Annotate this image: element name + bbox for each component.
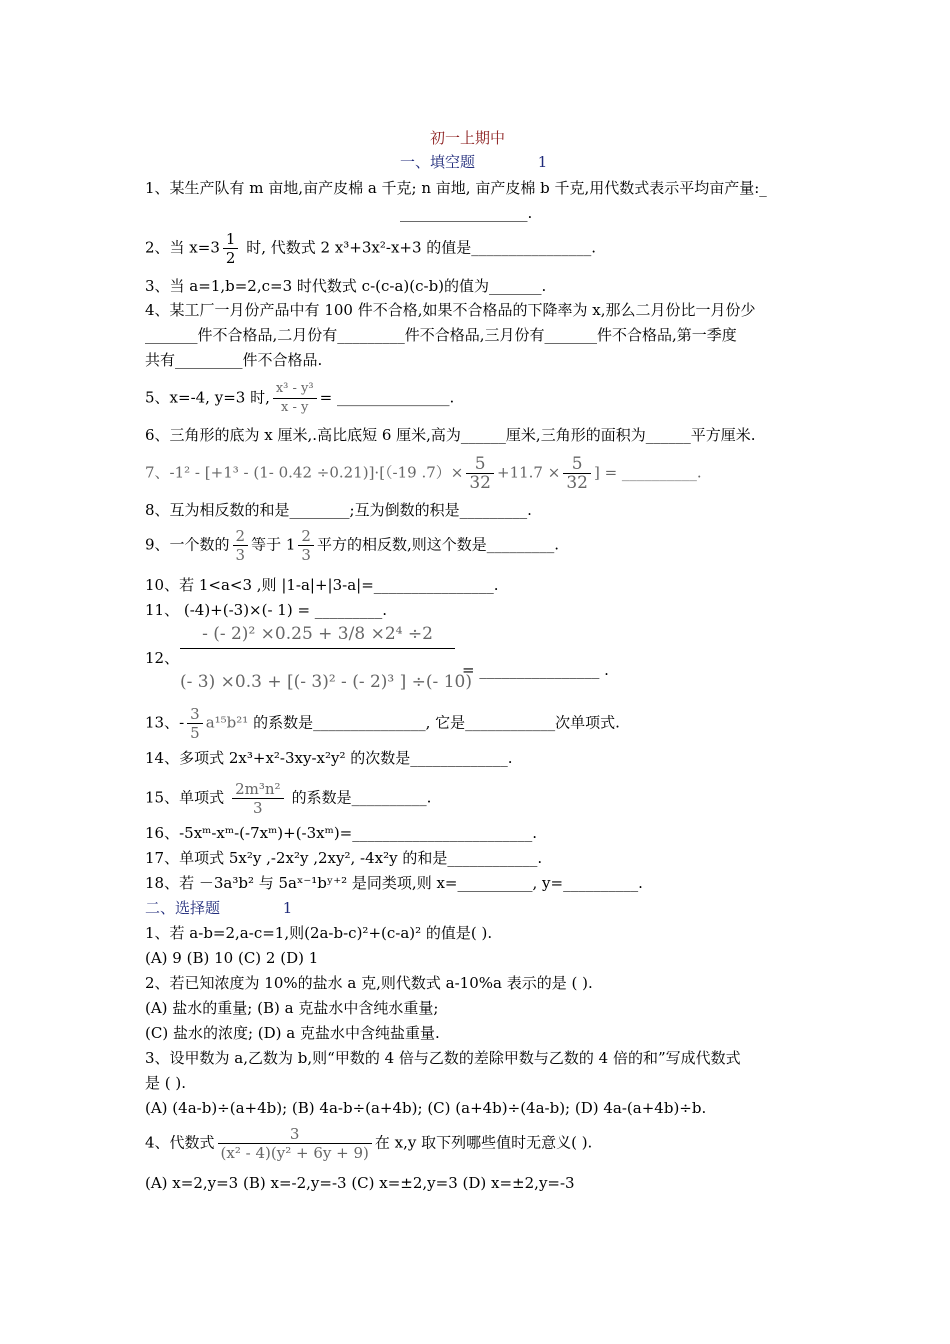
question-3: 3、当 a=1,b=2,c=3 时代数式 c-(c-a)(c-b)的值为_______.: [145, 277, 547, 295]
choice-question-4-options: (A) x=2,y=3 (B) x=-2,y=-3 (C) x=±2,y=3 (D) x=±2,y=-3: [145, 1174, 575, 1192]
fraction-numerator: 2m³n²: [232, 780, 283, 799]
question-4-line-1: 4、某工厂一月份产品中有 100 件不合格,如果不合格品的下降率为 x,那么二月份比一月份少: [145, 301, 756, 319]
question-5-fraction: [273, 380, 317, 417]
question-13-suffix: 的系数是_______________, 它是____________次单项式.: [248, 713, 620, 732]
question-1-line-1: 1、某生产队有 m 亩地,亩产皮棉 a 千克; n 亩地, 亩产皮棉 b 千克,用代数式表示平均亩产量:_: [145, 179, 767, 197]
fraction-numerator: x³ - y³: [273, 380, 317, 399]
fraction-numerator: 5: [466, 455, 494, 474]
question-12-label: 12、: [145, 649, 180, 667]
question-2-suffix: 时, 代数式 2 x³+3x²-x+3 的值是________________.: [241, 238, 597, 257]
choice-question-2-options-2: (C) 盐水的浓度; (D) a 克盐水中含纯盐重量.: [145, 1024, 440, 1042]
question-8: 8、互为相反数的和是________;互为倒数的积是_________.: [145, 501, 532, 519]
question-2: [145, 230, 596, 267]
question-4-line-3: 共有_________件不合格品.: [145, 351, 323, 369]
fraction-numerator: 2: [298, 527, 314, 546]
question-15-fraction: [232, 780, 283, 817]
fraction-numerator: 1: [223, 230, 239, 249]
page-title: 初一上期中: [430, 129, 506, 147]
question-7-suffix: ] = __________.: [593, 463, 702, 482]
section-multiple-choice-number: 1: [282, 899, 293, 917]
question-9-fraction-2: [298, 527, 314, 564]
choice-question-4-suffix: 在 x,y 取下列哪些值时无意义( ).: [374, 1133, 593, 1152]
fraction-denominator: 32: [469, 473, 491, 493]
question-1-line-2: _________________.: [400, 204, 533, 222]
fraction-denominator: 3: [301, 546, 311, 564]
fraction-denominator: 32: [566, 473, 588, 493]
choice-question-3-line-2: 是 ( ).: [145, 1074, 187, 1092]
question-9: [145, 527, 559, 564]
question-9-fraction-1: [233, 527, 249, 564]
fraction-denominator: 2: [225, 249, 236, 267]
question-12-numerator: - (- 2)² ×0.25 + 3/8 ×2⁴ ÷2: [180, 624, 455, 649]
question-18: 18、若 －3a³b² 与 5aˣ⁻¹bʸ⁺² 是同类项,则 x=__________, y=__________.: [145, 874, 643, 892]
question-10: 10、若 1<a<3 ,则 |1-a|+|3-a|=________________.: [145, 576, 499, 594]
fraction-denominator: 3: [253, 799, 263, 817]
question-15-suffix: 的系数是__________.: [291, 788, 432, 807]
choice-question-2: 2、若已知浓度为 10%的盐水 a 克,则代数式 a-10%a 表示的是 ( ).: [145, 974, 593, 992]
question-11: 11、 (-4)+(-3)×(- 1) = _________.: [145, 601, 388, 619]
question-7: [145, 455, 702, 492]
choice-question-4: [145, 1125, 592, 1162]
question-13-monomial: a¹⁵b²¹: [205, 713, 249, 732]
question-7-middle: +11.7 ×: [497, 463, 561, 482]
choice-question-1-options: (A) 9 (B) 10 (C) 2 (D) 1: [145, 949, 319, 967]
section-fill-blank: [400, 152, 547, 172]
question-9-middle: 等于 1: [251, 535, 296, 554]
question-5: [145, 380, 454, 417]
choice-question-2-options-1: (A) 盐水的重量; (B) a 克盐水中含纯水重量;: [145, 999, 439, 1017]
question-14: 14、多项式 2x³+x²-3xy-x²y² 的次数是_____________.: [145, 749, 513, 767]
question-17: 17、单项式 5x²y ,-2x²y ,2xy², -4x²y 的和是____________.: [145, 849, 543, 867]
question-7-prefix: 7、-1² - [+1³ - (1- 0.42 ÷0.21)]·[（-19 .7）×: [145, 463, 464, 482]
question-7-fraction-2: [563, 455, 591, 492]
question-4-line-2: _______件不合格品,二月份有_________件不合格品,三月份有_______件不合格品,第一季度: [145, 326, 737, 344]
section-multiple-choice: [145, 898, 292, 918]
choice-question-1: 1、若 a-b=2,a-c=1,则(2a-b-c)²+(c-a)² 的值是( ).: [145, 924, 493, 942]
fraction-denominator: x - y: [281, 400, 309, 415]
question-13-prefix: 13、-: [145, 713, 185, 732]
fraction-numerator: 3: [218, 1125, 372, 1144]
fraction-denominator: 5: [190, 724, 200, 742]
question-9-suffix: 平方的相反数,则这个数是_________.: [316, 535, 559, 554]
section-fill-blank-label: 一、填空题: [400, 153, 476, 171]
question-12-answer: = ________________ .: [462, 661, 609, 679]
question-2-prefix: 2、当 x=3: [145, 238, 220, 257]
section-fill-blank-number: 1: [537, 153, 548, 171]
choice-question-3-line-1: 3、设甲数为 a,乙数为 b,则“甲数的 4 倍与乙数的差除甲数与乙数的 4 倍的和”写成代数式: [145, 1049, 741, 1067]
question-5-prefix: 5、x=-4, y=3 时,: [145, 388, 270, 407]
choice-question-3-options: (A) (4a-b)÷(a+4b); (B) 4a-b÷(a+4b); (C) (a+4b)÷(4a-b); (D) 4a-(a+4b)÷b.: [145, 1099, 707, 1117]
question-2-fraction: [223, 230, 239, 267]
question-12-denominator: (- 3) ×0.3 + [(- 3)² - (- 2)³ ] ÷(- 10): [180, 672, 472, 692]
question-13-fraction: [187, 705, 203, 742]
choice-question-4-fraction: [218, 1125, 372, 1162]
question-15-prefix: 15、单项式: [145, 788, 225, 807]
question-7-fraction-1: [466, 455, 494, 492]
section-multiple-choice-label: 二、选择题: [145, 899, 221, 917]
question-6: 6、三角形的底为 x 厘米,.高比底短 6 厘米,高为______厘米,三角形的面积为______平方厘米.: [145, 426, 756, 444]
question-15: [145, 780, 431, 817]
fraction-numerator: 2: [233, 527, 249, 546]
question-9-prefix: 9、一个数的: [145, 535, 230, 554]
question-16: 16、-5xᵐ-xᵐ-(-7xᵐ)+(-3xᵐ)=________________________.: [145, 824, 538, 842]
fraction-numerator: 3: [187, 705, 203, 724]
choice-question-4-prefix: 4、代数式: [145, 1133, 215, 1152]
question-5-suffix: = _______________.: [319, 388, 455, 407]
question-13: [145, 705, 620, 742]
fraction-numerator: 5: [563, 455, 591, 474]
fraction-denominator: 3: [235, 546, 246, 564]
fraction-denominator: (x² - 4)(y² + 6y + 9): [220, 1144, 369, 1162]
